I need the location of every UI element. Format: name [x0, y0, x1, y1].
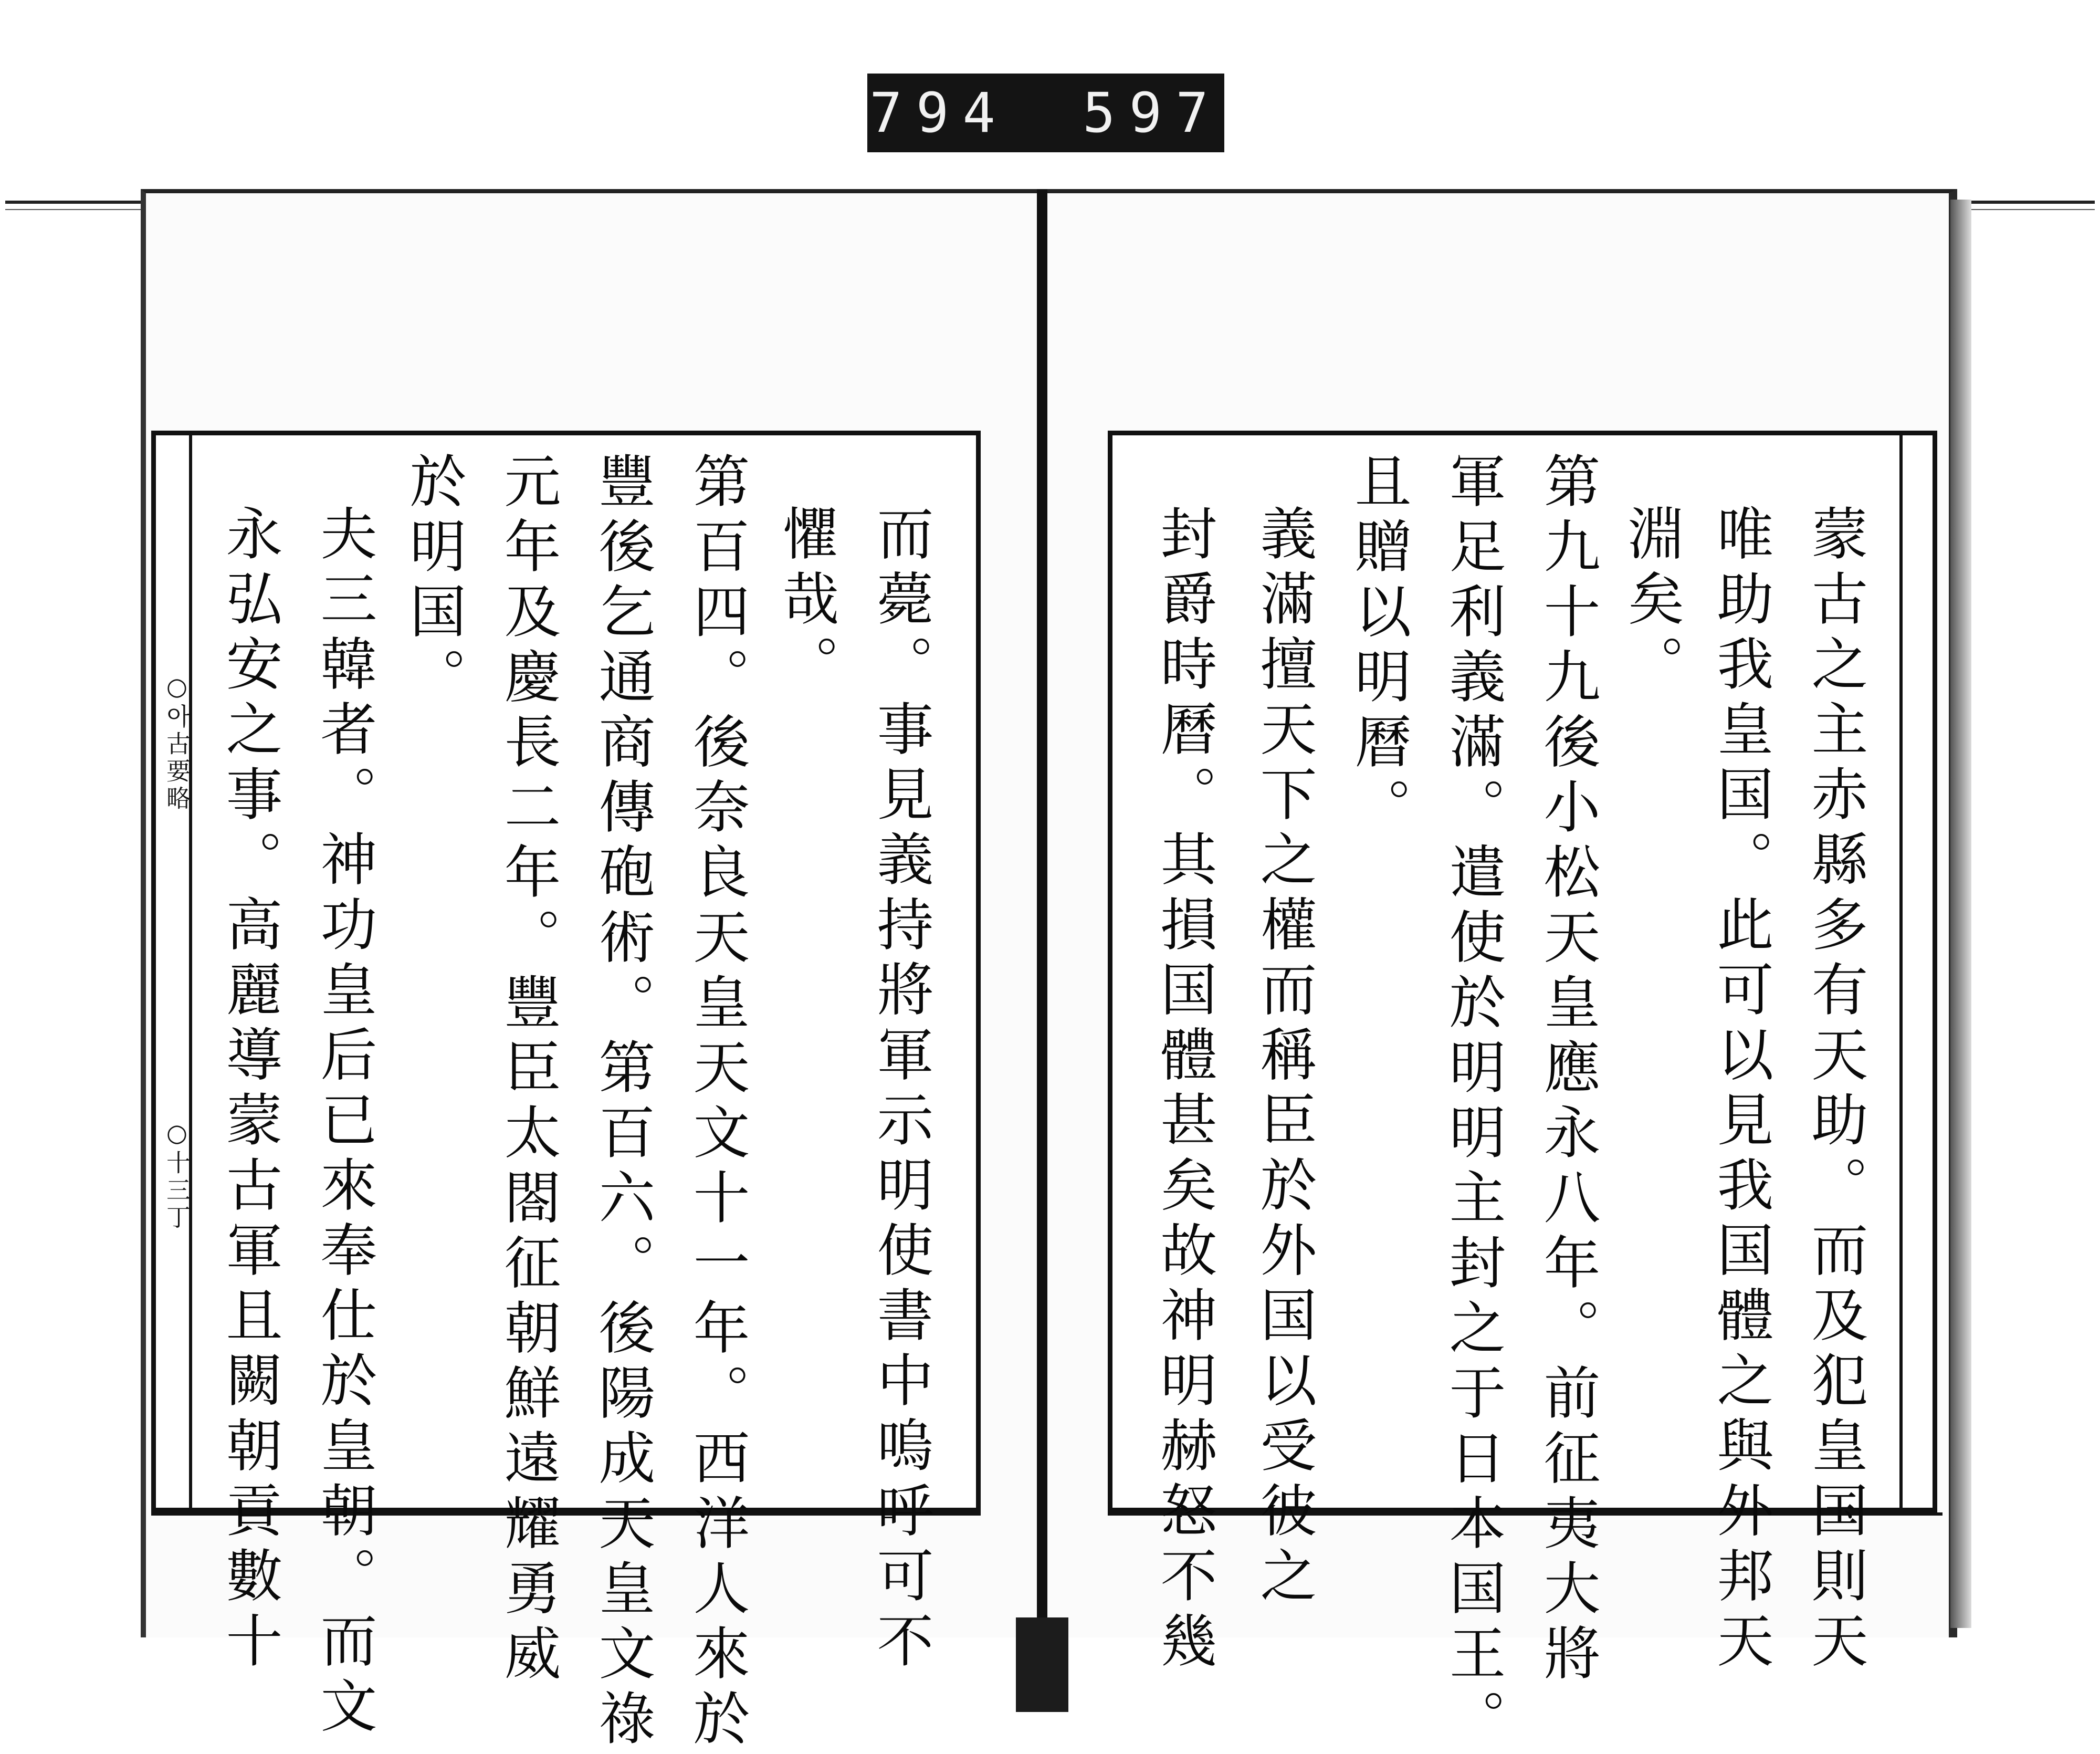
right-frame-inner-line: [1899, 431, 1903, 1512]
right-column-7: 義滿擅天下之權而稱臣於外国以受彼之: [1251, 504, 1316, 1611]
left-column-8: 永弘安之事。高麗導蒙古軍且闕朝貢數十: [216, 504, 282, 1676]
margin-folio: ○十三丁: [163, 1119, 191, 1232]
right-column-5: 軍足利義滿。遣使於明明主封之于日本国王。: [1440, 452, 1505, 1754]
right-column-1: 蒙古之主赤縣多有天助。而及犯皇国則天: [1802, 504, 1867, 1676]
right-column-6: 且贈以明曆。: [1345, 452, 1411, 842]
left-column-3: 第百四。後奈良天皇天文十一年。西洋人來於: [684, 452, 749, 1754]
right-column-2: 唯助我皇国。此可以見我国體之與外邦天: [1707, 504, 1773, 1676]
left-column-1: 而薨。事見義持將軍示明使書中嗚呼可不: [867, 504, 933, 1676]
right-column-3: 淵矣。: [1618, 504, 1684, 699]
accession-number-right: 597: [1083, 81, 1222, 145]
left-frame-inner-line: [189, 431, 192, 1512]
accession-number-left: 794: [869, 81, 1009, 145]
right-column-8: 封爵時曆。其損国體甚矣故神明赫怒不幾: [1151, 504, 1216, 1676]
book-gutter-foot: [1016, 1617, 1068, 1712]
margin-book-title: ○아古要略: [163, 672, 191, 813]
right-page-edge: [1950, 200, 1971, 1628]
right-column-4: 第九十九後小松天皇應永八年。前征夷大將: [1534, 452, 1600, 1689]
left-column-6: 於明国。: [400, 452, 466, 712]
left-column-5: 元年及慶長二年。豐臣太閤征朝鮮遠耀勇威: [495, 452, 560, 1689]
left-column-2: 懼哉。: [773, 504, 838, 699]
accession-label: [867, 74, 1224, 152]
left-column-4: 豐後乞通商傳砲術。第百六。後陽成天皇文祿: [589, 452, 655, 1754]
left-column-7: 夫三韓者。神功皇后已來奉仕於皇朝。而文: [311, 504, 376, 1741]
book-gutter: [1037, 189, 1047, 1712]
